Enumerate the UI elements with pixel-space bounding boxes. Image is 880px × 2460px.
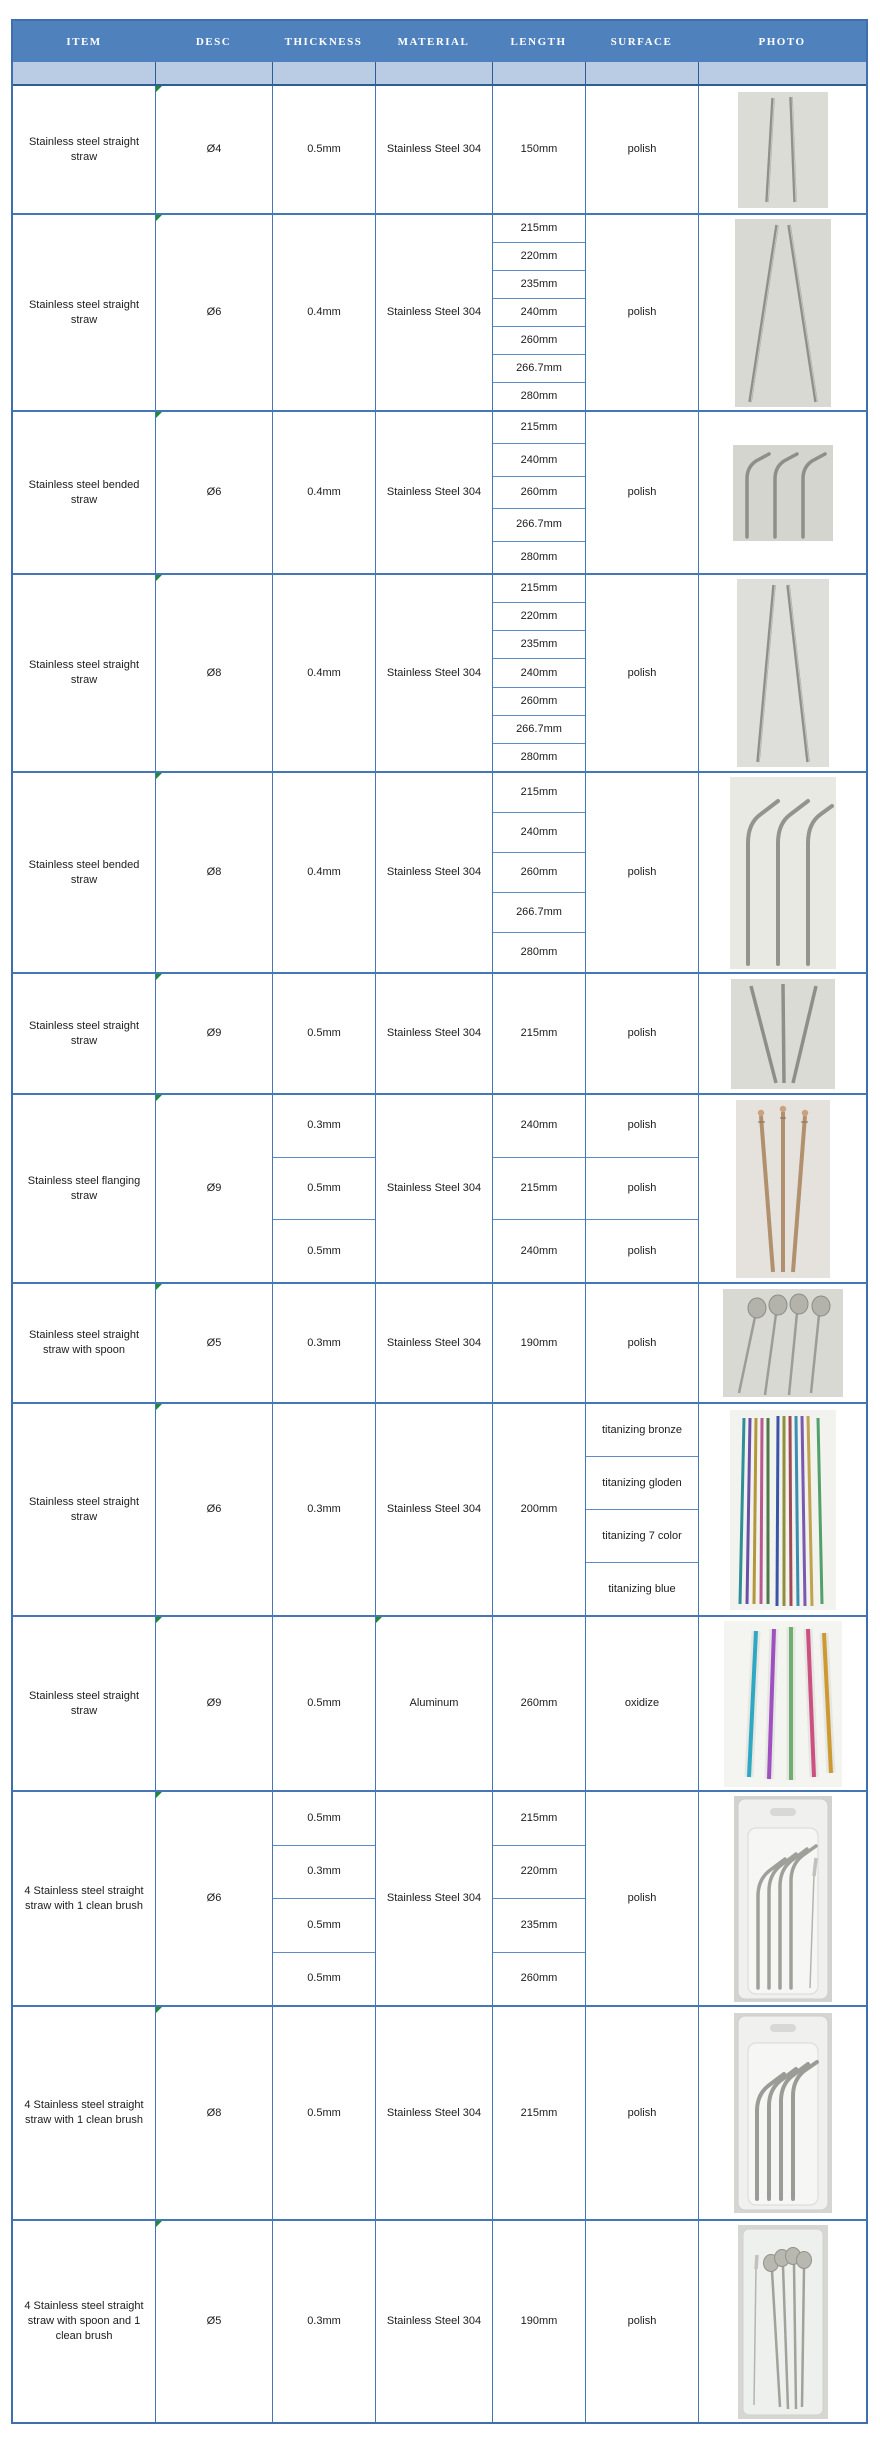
product-row — [13, 2219, 866, 2422]
surface-text: polish — [627, 1336, 657, 1349]
length-text: 240mm — [493, 443, 585, 475]
cell-item — [13, 575, 155, 771]
cell-photo — [698, 974, 866, 1093]
photo-blister-pack-bent-straws — [734, 2013, 832, 2213]
cell-length — [492, 215, 585, 410]
cell-length — [492, 773, 585, 972]
column-header-thickness: THICKNESS — [284, 35, 363, 48]
cell-material — [375, 412, 492, 573]
length-text: 215mm — [520, 1027, 558, 1040]
spacer-cell — [13, 62, 155, 84]
cell-length — [492, 1284, 585, 1402]
cell-photo — [698, 575, 866, 771]
desc-text: Ø6 — [206, 1503, 222, 1516]
cell-photo — [698, 86, 866, 213]
thickness-text: 0.3mm — [307, 1503, 341, 1516]
surface-text: polish — [627, 2315, 657, 2328]
thickness-text: 0.3mm — [307, 2315, 341, 2328]
product-row — [13, 972, 866, 1093]
cell-thickness — [272, 2007, 375, 2219]
length-text: 235mm — [493, 1898, 585, 1952]
surface-text: polish — [627, 486, 657, 499]
material-text: Stainless Steel 304 — [386, 2315, 482, 2328]
thickness-text: 0.5mm — [307, 1697, 341, 1710]
column-header-material: MATERIAL — [397, 35, 470, 48]
item-text: Stainless steel straight straw — [28, 659, 140, 686]
spacer-cell — [375, 62, 492, 84]
cell-length — [492, 1404, 585, 1615]
product-row — [13, 1790, 866, 2005]
cell-desc — [155, 575, 272, 771]
item-text: Stainless steel straight straw — [28, 1019, 140, 1047]
length-text: 240mm — [520, 1119, 558, 1132]
cell-length — [492, 1792, 585, 2005]
length-text: 220mm — [493, 602, 585, 630]
cell-thickness — [272, 2221, 375, 2422]
column-header-desc: DESC — [195, 35, 232, 48]
product-row — [13, 213, 866, 410]
desc-text: Ø8 — [206, 666, 222, 679]
column-header-surface: SURFACE — [610, 35, 673, 48]
item-text: Stainless steel bended straw — [28, 478, 140, 506]
thickness-text: 0.5mm — [307, 1027, 341, 1040]
cell-desc — [155, 412, 272, 573]
product-row — [13, 1093, 866, 1282]
material-text: Stainless Steel 304 — [386, 1892, 482, 1905]
cell-desc — [155, 2007, 272, 2219]
photo-blister-pack-bent-straws-brush — [734, 1796, 832, 2002]
thickness-text: 0.5mm — [273, 1219, 375, 1282]
thickness-text: 0.4mm — [307, 666, 341, 679]
length-text: 235mm — [493, 270, 585, 298]
cell-desc — [155, 1617, 272, 1790]
length-text: 240mm — [493, 298, 585, 326]
cell-length — [492, 86, 585, 213]
cell-surface — [585, 2007, 698, 2219]
cell-length — [492, 1617, 585, 1790]
cell-surface — [585, 1792, 698, 2005]
cell-length — [492, 412, 585, 573]
length-text: 240mm — [493, 812, 585, 852]
length-text: 215mm — [520, 786, 558, 799]
cell-thickness — [272, 1617, 375, 1790]
cell-photo — [698, 1095, 866, 1282]
thickness-text: 0.5mm — [273, 1157, 375, 1220]
length-text: 220mm — [493, 1845, 585, 1899]
product-row — [13, 410, 866, 573]
material-text: Stainless Steel 304 — [386, 866, 482, 879]
length-text: 200mm — [520, 1503, 558, 1516]
surface-text: polish — [627, 866, 657, 879]
length-text: 215mm — [493, 1157, 585, 1220]
surface-text: polish — [586, 1219, 698, 1282]
cell-surface — [585, 1404, 698, 1615]
cell-flag-indicator — [156, 2007, 162, 2013]
cell-flag-indicator — [156, 1617, 162, 1623]
product-row — [13, 2005, 866, 2219]
column-header-item: ITEM — [66, 35, 102, 48]
cell-flag-indicator — [156, 215, 162, 221]
cell-photo — [698, 1792, 866, 2005]
photo-straight-straws-fan — [731, 979, 835, 1089]
photo-straight-straws-pair — [738, 92, 828, 208]
desc-text: Ø5 — [206, 2315, 222, 2328]
column-header-length: LENGTH — [510, 35, 567, 48]
item-text: 4 Stainless steel straight straw with 1 clean brush — [24, 1884, 144, 1912]
spacer-cell — [272, 62, 375, 84]
length-text: 260mm — [493, 326, 585, 354]
length-text: 260mm — [493, 852, 585, 892]
material-text: Stainless Steel 304 — [386, 1027, 482, 1040]
cell-item — [13, 412, 155, 573]
cell-surface — [585, 1617, 698, 1790]
photo-straight-straws-pair — [735, 219, 831, 407]
cell-length — [492, 2007, 585, 2219]
cell-item — [13, 2221, 155, 2422]
length-text: 190mm — [520, 1336, 558, 1349]
item-text: Stainless steel straight straw — [28, 1689, 140, 1717]
cell-flag-indicator — [156, 575, 162, 581]
cell-surface — [585, 86, 698, 213]
cell-flag-indicator — [156, 1792, 162, 1798]
cell-item — [13, 86, 155, 213]
material-text: Stainless Steel 304 — [386, 1503, 482, 1516]
cell-material — [375, 86, 492, 213]
cell-photo — [698, 2221, 866, 2422]
item-text: Stainless steel straight straw — [28, 135, 140, 163]
cell-thickness — [272, 215, 375, 410]
surface-text: polish — [627, 1027, 657, 1040]
cell-desc — [155, 1284, 272, 1402]
cell-thickness — [272, 575, 375, 771]
thickness-text: 0.4mm — [307, 486, 341, 499]
cell-photo — [698, 1617, 866, 1790]
length-text: 240mm — [493, 658, 585, 686]
item-text: Stainless steel straight straw — [28, 1495, 140, 1523]
desc-text: Ø6 — [206, 1892, 222, 1905]
cell-material — [375, 2007, 492, 2219]
cell-desc — [155, 1095, 272, 1282]
column-header-photo: PHOTO — [758, 35, 806, 48]
desc-text: Ø6 — [206, 306, 222, 319]
photo-colored-aluminum-straws — [724, 1621, 842, 1787]
cell-photo — [698, 215, 866, 410]
surface-text: polish — [627, 143, 657, 156]
product-row — [13, 573, 866, 771]
cell-thickness — [272, 1095, 375, 1282]
length-text: 215mm — [520, 421, 558, 434]
photo-blister-pack-spoon-straws-brush — [738, 2225, 828, 2419]
cell-desc — [155, 86, 272, 213]
desc-text: Ø8 — [206, 866, 222, 879]
cell-flag-indicator — [376, 1617, 382, 1623]
cell-desc — [155, 974, 272, 1093]
thickness-text: 0.3mm — [307, 1119, 341, 1132]
product-row — [13, 1402, 866, 1615]
cell-flag-indicator — [156, 1284, 162, 1290]
cell-photo — [698, 773, 866, 972]
spacer-row — [13, 62, 866, 86]
length-text: 215mm — [520, 222, 558, 235]
material-text: Stainless Steel 304 — [386, 486, 482, 499]
length-text: 260mm — [493, 687, 585, 715]
spacer-cell — [698, 62, 866, 84]
photo-bent-straws-trio — [730, 777, 836, 969]
length-text: 280mm — [493, 382, 585, 410]
cell-flag-indicator — [156, 86, 162, 92]
item-text: Stainless steel straight straw — [28, 298, 140, 326]
cell-surface — [585, 773, 698, 972]
desc-text: Ø9 — [206, 1182, 222, 1195]
length-text: 280mm — [493, 541, 585, 573]
photo-bent-straws-trio — [733, 445, 833, 541]
cell-desc — [155, 1404, 272, 1615]
material-text: Stainless Steel 304 — [386, 1336, 482, 1349]
cell-thickness — [272, 412, 375, 573]
cell-material — [375, 974, 492, 1093]
spacer-cell — [492, 62, 585, 84]
cell-desc — [155, 1792, 272, 2005]
photo-rainbow-titanized-straws — [730, 1410, 836, 1610]
item-text: Stainless steel bended straw — [28, 858, 140, 886]
surface-text: oxidize — [624, 1697, 660, 1710]
cell-item — [13, 773, 155, 972]
cell-photo — [698, 412, 866, 573]
length-text: 266.7mm — [493, 508, 585, 540]
desc-text: Ø5 — [206, 1336, 222, 1349]
surface-text: polish — [627, 1892, 657, 1905]
length-text: 260mm — [493, 476, 585, 508]
length-text: 266.7mm — [493, 715, 585, 743]
desc-text: Ø4 — [206, 143, 222, 156]
cell-photo — [698, 1284, 866, 1402]
cell-surface — [585, 1095, 698, 1282]
product-spec-table — [11, 19, 868, 2424]
desc-text: Ø8 — [206, 2106, 222, 2119]
desc-text: Ø9 — [206, 1697, 222, 1710]
surface-text: titanizing blue — [586, 1562, 698, 1615]
item-text: Stainless steel flanging straw — [27, 1174, 141, 1202]
cell-material — [375, 1095, 492, 1282]
thickness-text: 0.4mm — [307, 306, 341, 319]
cell-item — [13, 974, 155, 1093]
desc-text: Ø9 — [206, 1027, 222, 1040]
cell-thickness — [272, 773, 375, 972]
surface-text: polish — [627, 306, 657, 319]
cell-surface — [585, 412, 698, 573]
cell-material — [375, 773, 492, 972]
item-text: 4 Stainless steel straight straw with spoon and 1 clean brush — [24, 2300, 144, 2342]
cell-item — [13, 2007, 155, 2219]
cell-length — [492, 2221, 585, 2422]
item-text: Stainless steel straight straw with spoon — [28, 1329, 140, 1356]
cell-desc — [155, 2221, 272, 2422]
surface-text: polish — [627, 666, 657, 679]
cell-surface — [585, 215, 698, 410]
cell-material — [375, 1792, 492, 2005]
cell-material — [375, 215, 492, 410]
material-text: Stainless Steel 304 — [386, 2106, 482, 2119]
thickness-text: 0.3mm — [307, 1336, 341, 1349]
cell-thickness — [272, 1404, 375, 1615]
cell-flag-indicator — [156, 773, 162, 779]
length-text: 215mm — [520, 582, 558, 595]
length-text: 240mm — [493, 1219, 585, 1282]
product-row — [13, 1282, 866, 1402]
surface-text: titanizing gloden — [586, 1456, 698, 1509]
cell-surface — [585, 2221, 698, 2422]
cell-thickness — [272, 86, 375, 213]
length-text: 266.7mm — [493, 892, 585, 932]
length-text: 190mm — [520, 2315, 558, 2328]
cell-item — [13, 1792, 155, 2005]
thickness-text: 0.5mm — [307, 1811, 341, 1824]
photo-spoon-straws — [723, 1289, 843, 1397]
thickness-text: 0.5mm — [307, 2106, 341, 2119]
length-text: 215mm — [520, 2106, 558, 2119]
cell-material — [375, 1404, 492, 1615]
cell-material — [375, 2221, 492, 2422]
cell-item — [13, 1095, 155, 1282]
item-text: 4 Stainless steel straight straw with 1 clean brush — [24, 2099, 144, 2126]
material-text: Stainless Steel 304 — [386, 1182, 482, 1195]
length-text: 280mm — [493, 932, 585, 972]
length-text: 220mm — [493, 242, 585, 270]
material-text: Aluminum — [409, 1697, 459, 1710]
length-text: 260mm — [493, 1952, 585, 2006]
cell-item — [13, 1617, 155, 1790]
cell-flag-indicator — [156, 974, 162, 980]
cell-item — [13, 1404, 155, 1615]
material-text: Stainless Steel 304 — [386, 306, 482, 319]
photo-flanging-straws-bronze — [736, 1100, 830, 1278]
cell-surface — [585, 575, 698, 771]
material-text: Stainless Steel 304 — [386, 666, 482, 679]
surface-text: titanizing 7 color — [586, 1509, 698, 1562]
length-text: 280mm — [493, 743, 585, 771]
length-text: 150mm — [520, 143, 558, 156]
cell-surface — [585, 974, 698, 1093]
length-text: 260mm — [520, 1697, 558, 1710]
spacer-cell — [585, 62, 698, 84]
cell-flag-indicator — [156, 2221, 162, 2227]
length-text: 215mm — [520, 1811, 558, 1824]
length-text: 266.7mm — [493, 354, 585, 382]
thickness-text: 0.5mm — [273, 1952, 375, 2006]
thickness-text: 0.4mm — [307, 866, 341, 879]
cell-thickness — [272, 974, 375, 1093]
cell-flag-indicator — [156, 412, 162, 418]
product-row — [13, 1615, 866, 1790]
cell-item — [13, 1284, 155, 1402]
product-row — [13, 771, 866, 972]
cell-desc — [155, 773, 272, 972]
surface-text: titanizing bronze — [601, 1423, 683, 1436]
cell-material — [375, 575, 492, 771]
cell-item — [13, 215, 155, 410]
product-row — [13, 86, 866, 213]
surface-text: polish — [627, 1119, 657, 1132]
cell-photo — [698, 1404, 866, 1615]
cell-flag-indicator — [156, 1404, 162, 1410]
length-text: 235mm — [493, 630, 585, 658]
cell-thickness — [272, 1792, 375, 2005]
material-text: Stainless Steel 304 — [386, 143, 482, 156]
surface-text: polish — [586, 1157, 698, 1220]
header-row — [13, 21, 866, 62]
cell-material — [375, 1617, 492, 1790]
cell-length — [492, 1095, 585, 1282]
cell-surface — [585, 1284, 698, 1402]
thickness-text: 0.3mm — [273, 1845, 375, 1899]
cell-flag-indicator — [156, 1095, 162, 1101]
thickness-text: 0.5mm — [273, 1898, 375, 1952]
cell-material — [375, 1284, 492, 1402]
photo-straight-straws-pair — [737, 579, 829, 767]
cell-photo — [698, 2007, 866, 2219]
surface-text: polish — [627, 2106, 657, 2119]
cell-desc — [155, 215, 272, 410]
cell-length — [492, 575, 585, 771]
cell-length — [492, 974, 585, 1093]
thickness-text: 0.5mm — [307, 143, 341, 156]
desc-text: Ø6 — [206, 486, 222, 499]
cell-thickness — [272, 1284, 375, 1402]
spacer-cell — [155, 62, 272, 84]
